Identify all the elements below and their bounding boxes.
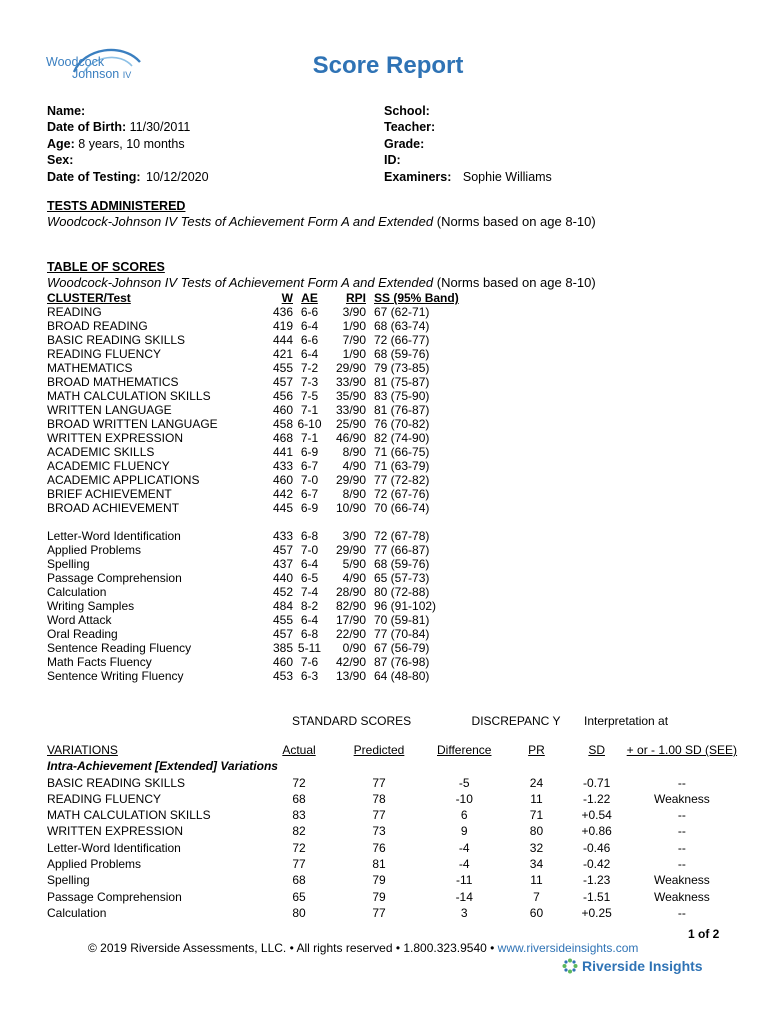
score-name: BASIC READING SKILLS <box>47 333 186 347</box>
variation-difference: -4 <box>458 840 470 855</box>
score-rpi: 46/90 <box>335 431 366 445</box>
info-label: Grade: <box>384 136 425 151</box>
logo-line1: Woodcock <box>46 55 105 69</box>
score-rpi: 25/90 <box>335 417 366 431</box>
variation-name: BASIC READING SKILLS <box>47 775 186 790</box>
score-ss: 81 (75-87) <box>374 375 430 389</box>
score-ss: 77 (70-84) <box>374 627 430 641</box>
variation-name: WRITTEN EXPRESSION <box>47 824 184 839</box>
score-rpi: 1/90 <box>342 347 366 361</box>
score-w: 436 <box>272 305 293 319</box>
score-w: 419 <box>272 319 293 333</box>
info-row <box>384 169 552 185</box>
score-rpi: 8/90 <box>342 487 366 501</box>
score-ae: 5-11 <box>297 641 322 655</box>
table-row <box>47 319 469 333</box>
variation-actual: 77 <box>292 857 306 872</box>
variation-name: Letter-Word Identification <box>47 840 181 855</box>
page-number: 1 of 2 <box>688 927 720 941</box>
score-name: BROAD READING <box>47 319 148 333</box>
score-ae: 6-9 <box>300 445 319 459</box>
table-row <box>47 459 469 473</box>
table-of-scores-heading: TABLE OF SCORES <box>47 260 165 274</box>
col-rpi: RPI <box>345 291 366 305</box>
variation-name: Spelling <box>47 873 90 888</box>
riverside-brand-text: Riverside Insights <box>582 958 703 974</box>
interpretation-group: Interpretation at <box>584 714 669 728</box>
score-w: 452 <box>272 585 293 599</box>
info-label: Sex: <box>47 153 74 168</box>
table-row <box>47 557 469 571</box>
table-row <box>47 613 469 627</box>
table-row <box>47 775 752 791</box>
variations-body <box>47 775 752 922</box>
score-ss: 72 (66-77) <box>374 333 430 347</box>
score-ae: 6-4 <box>300 347 319 361</box>
score-ae: 6-5 <box>300 571 319 585</box>
score-w: 421 <box>272 347 293 361</box>
variation-difference: -4 <box>458 857 470 872</box>
score-rpi: 10/90 <box>335 501 366 515</box>
variation-name: Calculation <box>47 905 107 920</box>
footer-website-link[interactable]: www.riversideinsights.com <box>497 941 639 955</box>
score-w: 455 <box>272 361 293 375</box>
info-value: 8 years, 10 months <box>78 136 185 151</box>
variation-interpretation: -- <box>677 775 686 790</box>
scores-table <box>47 291 469 683</box>
score-ae: 6-7 <box>300 487 319 501</box>
info-value: 11/30/2011 <box>129 120 191 135</box>
variation-name: Passage Comprehension <box>47 889 182 904</box>
info-label: School: <box>384 104 430 118</box>
variation-difference: -5 <box>458 775 470 790</box>
table-row <box>47 431 469 445</box>
score-ss: 68 (63-74) <box>374 319 430 333</box>
table-row <box>47 669 469 683</box>
score-ss: 76 (70-82) <box>374 417 430 431</box>
table-row <box>47 823 752 839</box>
variation-predicted: 73 <box>372 824 386 839</box>
footer-copyright-line <box>88 941 638 955</box>
variation-interpretation: -- <box>677 808 686 823</box>
info-row <box>384 152 552 168</box>
score-w: 444 <box>272 333 293 347</box>
variation-difference: -11 <box>456 873 473 888</box>
variation-difference: 9 <box>460 824 468 839</box>
score-ss: 80 (72-88) <box>374 585 430 599</box>
table-row <box>47 305 469 319</box>
table-row <box>47 347 469 361</box>
score-name: Spelling <box>47 557 90 571</box>
score-name: BROAD ACHIEVEMENT <box>47 501 180 515</box>
variations-subheading-row <box>47 758 752 774</box>
score-ae: 6-7 <box>300 459 319 473</box>
score-rpi: 5/90 <box>342 557 366 571</box>
col-w: W <box>281 291 293 305</box>
score-w: 455 <box>272 613 293 627</box>
info-row <box>47 169 209 185</box>
score-ss: 68 (59-76) <box>374 347 430 361</box>
variation-interpretation: -- <box>677 840 686 855</box>
variation-predicted: 78 <box>372 791 386 806</box>
score-ss: 72 (67-76) <box>374 487 430 501</box>
variation-actual: 80 <box>292 905 306 920</box>
info-row <box>47 136 209 152</box>
info-row <box>47 119 209 135</box>
variation-predicted: 79 <box>372 889 386 904</box>
variation-pr: 11 <box>530 791 543 806</box>
score-ae: 6-8 <box>300 627 319 641</box>
score-rpi: 13/90 <box>335 669 366 683</box>
variation-predicted: 77 <box>372 808 386 823</box>
score-w: 440 <box>272 571 293 585</box>
score-ae: 7-6 <box>300 655 319 669</box>
riverside-leaf-icon <box>562 958 578 974</box>
col-actual: Actual <box>282 743 316 757</box>
score-name: BROAD MATHEMATICS <box>47 375 179 389</box>
variation-sd: +0.86 <box>581 824 612 839</box>
variation-interpretation: Weakness <box>653 873 710 888</box>
score-w: 460 <box>272 655 293 669</box>
variation-interpretation: -- <box>677 824 686 839</box>
score-w: 456 <box>272 389 293 403</box>
score-name: Math Facts Fluency <box>47 655 152 669</box>
table-row <box>47 599 469 613</box>
score-ae: 7-0 <box>300 543 319 557</box>
variation-sd: -1.23 <box>582 873 611 888</box>
score-ss: 70 (59-81) <box>374 613 430 627</box>
score-rpi: 29/90 <box>335 361 366 375</box>
info-label: Name: <box>47 104 86 118</box>
variation-difference: 6 <box>460 808 468 823</box>
score-rpi: 29/90 <box>335 473 366 487</box>
table-row <box>47 571 469 585</box>
score-name: Letter-Word Identification <box>47 529 181 543</box>
score-ss: 70 (66-74) <box>374 501 430 515</box>
score-ae: 8-2 <box>300 599 319 613</box>
variation-sd: -0.42 <box>582 857 611 872</box>
variations-table <box>47 742 752 921</box>
logo-suffix: IV <box>122 70 132 80</box>
table-row <box>47 807 752 823</box>
score-name: ACADEMIC APPLICATIONS <box>47 473 200 487</box>
tests-administered-battery <box>47 214 596 229</box>
score-rpi: 7/90 <box>342 333 366 347</box>
variation-pr: 80 <box>529 824 544 839</box>
table-row <box>47 872 752 888</box>
score-name: Passage Comprehension <box>47 571 182 585</box>
table-row <box>47 641 469 655</box>
score-w: 460 <box>272 473 293 487</box>
score-ss: 82 (74-90) <box>374 431 430 445</box>
score-ss: 67 (56-79) <box>374 641 430 655</box>
score-ss: 71 (66-75) <box>374 445 430 459</box>
score-name: MATHEMATICS <box>47 361 133 375</box>
score-ss: 72 (67-78) <box>374 529 430 543</box>
score-ss: 77 (72-82) <box>374 473 430 487</box>
score-w: 484 <box>272 599 293 613</box>
score-name: Oral Reading <box>47 627 118 641</box>
score-rpi: 35/90 <box>335 389 366 403</box>
table-row <box>47 585 469 599</box>
variation-sd: +0.54 <box>581 808 612 823</box>
variation-interpretation: -- <box>677 857 686 872</box>
clusters-body <box>47 305 469 515</box>
score-name: BRIEF ACHIEVEMENT <box>47 487 172 501</box>
info-value: Sophie Williams <box>462 169 552 184</box>
variation-sd: -0.46 <box>582 840 611 855</box>
info-label: Age: <box>47 136 75 151</box>
info-label: Examiners: <box>384 169 452 184</box>
table-row <box>47 543 469 557</box>
table-row <box>47 529 469 543</box>
info-row <box>384 136 552 152</box>
table-row <box>47 375 469 389</box>
col-pr: PR <box>528 743 545 757</box>
score-ae: 7-1 <box>300 431 319 445</box>
variations-header-row <box>47 742 752 758</box>
score-rpi: 3/90 <box>342 305 366 319</box>
info-row <box>47 103 209 119</box>
score-name: BROAD WRITTEN LANGUAGE <box>47 417 218 431</box>
tests-administered-heading: TESTS ADMINISTERED <box>47 199 186 213</box>
variation-pr: 11 <box>530 873 543 888</box>
score-rpi: 4/90 <box>342 571 366 585</box>
table-row <box>47 445 469 459</box>
logo-line2: Johnson <box>72 67 120 81</box>
score-w: 437 <box>272 557 293 571</box>
score-w: 442 <box>272 487 293 501</box>
table-row <box>47 840 752 856</box>
variation-name: Applied Problems <box>47 857 142 872</box>
variation-actual: 82 <box>292 824 306 839</box>
col-variations: VARIATIONS <box>47 743 118 757</box>
score-ae: 6-8 <box>300 529 319 543</box>
table-row <box>47 889 752 905</box>
variation-actual: 83 <box>292 808 306 823</box>
variation-actual: 72 <box>292 775 306 790</box>
col-cluster-test: CLUSTER/Test <box>47 291 131 305</box>
score-name: Applied Problems <box>47 543 142 557</box>
score-ae: 6-6 <box>300 333 319 347</box>
score-w: 441 <box>272 445 293 459</box>
table-row <box>47 333 469 347</box>
score-rpi: 4/90 <box>342 459 366 473</box>
variation-interpretation: Weakness <box>653 889 710 904</box>
variation-predicted: 77 <box>372 905 386 920</box>
table-of-scores-battery <box>47 275 596 290</box>
col-interpretation: + or - 1.00 SD (SEE) <box>626 743 738 757</box>
score-w: 457 <box>272 543 293 557</box>
score-name: ACADEMIC FLUENCY <box>47 459 170 473</box>
table-row <box>47 403 469 417</box>
variation-pr: 34 <box>529 857 544 872</box>
variation-actual: 68 <box>292 873 306 888</box>
score-name: READING <box>47 305 102 319</box>
score-ss: 83 (75-90) <box>374 389 430 403</box>
variation-name: MATH CALCULATION SKILLS <box>47 808 211 823</box>
score-ae: 6-4 <box>300 319 319 333</box>
score-rpi: 29/90 <box>335 543 366 557</box>
score-ss: 65 (57-73) <box>374 571 430 585</box>
student-info <box>47 103 209 185</box>
table-row <box>47 361 469 375</box>
score-rpi: 22/90 <box>335 627 366 641</box>
variation-difference: -10 <box>455 791 473 806</box>
table-row <box>47 487 469 501</box>
variation-predicted: 76 <box>372 840 386 855</box>
score-name: Word Attack <box>47 613 112 627</box>
col-ae: AE <box>301 291 318 305</box>
score-ae: 7-5 <box>300 389 319 403</box>
score-w: 453 <box>272 669 293 683</box>
score-ae: 6-10 <box>297 417 322 431</box>
variation-difference: -14 <box>455 889 473 904</box>
discrepancy-group: DISCREPANC Y <box>471 714 561 728</box>
score-ae: 6-3 <box>300 669 319 683</box>
score-name: WRITTEN EXPRESSION <box>47 431 184 445</box>
score-rpi: 42/90 <box>335 655 366 669</box>
tests-body <box>47 529 469 683</box>
score-rpi: 3/90 <box>342 529 366 543</box>
score-ae: 7-1 <box>300 403 319 417</box>
score-name: WRITTEN LANGUAGE <box>47 403 172 417</box>
info-row <box>384 103 552 119</box>
col-predicted: Predicted <box>353 743 405 757</box>
school-info <box>384 103 552 185</box>
table-row <box>47 473 469 487</box>
info-value: 10/12/2020 <box>146 169 209 184</box>
variation-pr: 71 <box>529 808 544 823</box>
table-row <box>47 655 469 669</box>
variation-sd: -1.51 <box>582 889 611 904</box>
score-rpi: 33/90 <box>335 403 366 417</box>
info-row <box>384 119 552 135</box>
variation-interpretation: -- <box>677 905 686 920</box>
col-ss: SS (95% Band) <box>374 291 459 305</box>
score-ss: 71 (63-79) <box>374 459 430 473</box>
variation-actual: 68 <box>292 791 306 806</box>
scores-header-row <box>47 291 469 305</box>
score-w: 460 <box>272 403 293 417</box>
variation-sd: -0.71 <box>582 775 611 790</box>
score-ss: 68 (59-76) <box>374 557 430 571</box>
score-rpi: 1/90 <box>342 319 366 333</box>
score-ss: 96 (91-102) <box>374 599 437 613</box>
table-row <box>47 856 752 872</box>
standard-scores-group: STANDARD SCORES <box>292 714 412 728</box>
score-name: ACADEMIC SKILLS <box>47 445 155 459</box>
variation-pr: 7 <box>533 889 540 904</box>
score-ss: 67 (62-71) <box>374 305 430 319</box>
variation-pr: 32 <box>529 840 544 855</box>
table-row <box>47 905 752 921</box>
variations-subheading: Intra-Achievement [Extended] Variations <box>47 759 278 774</box>
variation-actual: 72 <box>292 840 306 855</box>
table-row <box>47 791 752 807</box>
score-ae: 6-4 <box>300 613 319 627</box>
page-title: Score Report <box>312 52 464 79</box>
score-name: MATH CALCULATION SKILLS <box>47 389 211 403</box>
score-ae: 6-6 <box>300 305 319 319</box>
variation-difference: 3 <box>460 905 468 920</box>
info-label: Date of Testing: <box>47 169 141 184</box>
table-row <box>47 389 469 403</box>
norms-note: (Norms based on age 8-10) <box>436 214 596 229</box>
score-ae: 6-9 <box>300 501 319 515</box>
score-rpi: 33/90 <box>335 375 366 389</box>
scores-battery-name: Woodcock-Johnson IV Tests of Achievement Form A and Extended <box>47 275 434 290</box>
score-ae: 7-4 <box>300 585 319 599</box>
score-name: Sentence Writing Fluency <box>47 669 184 683</box>
riverside-insights-logo <box>562 958 703 974</box>
table-row <box>47 501 469 515</box>
score-w: 445 <box>272 501 293 515</box>
variation-pr: 24 <box>529 775 544 790</box>
score-rpi: 8/90 <box>342 445 366 459</box>
col-sd: SD <box>588 743 605 757</box>
variation-predicted: 79 <box>372 873 386 888</box>
col-difference: Difference <box>437 743 492 757</box>
score-ae: 7-2 <box>300 361 319 375</box>
footer-copyright: © 2019 Riverside Assessments, LLC. • All rights reserved • 1.800.323.9540 • <box>88 941 498 955</box>
score-ss: 87 (76-98) <box>374 655 430 669</box>
score-rpi: 0/90 <box>342 641 366 655</box>
battery-name: Woodcock-Johnson IV Tests of Achievement Form A and Extended <box>47 214 434 229</box>
variation-actual: 65 <box>292 889 306 904</box>
score-ae: 6-4 <box>300 557 319 571</box>
variation-name: READING FLUENCY <box>47 791 162 806</box>
score-ss: 79 (73-85) <box>374 361 430 375</box>
variation-predicted: 77 <box>372 775 386 790</box>
score-ss: 64 (48-80) <box>374 669 430 683</box>
variation-sd: -1.22 <box>582 791 611 806</box>
info-row <box>47 152 209 168</box>
score-name: Sentence Reading Fluency <box>47 641 192 655</box>
info-label: ID: <box>384 153 401 168</box>
score-rpi: 82/90 <box>335 599 366 613</box>
score-w: 457 <box>272 627 293 641</box>
score-w: 458 <box>272 417 293 431</box>
variation-sd: +0.25 <box>581 905 612 920</box>
score-rpi: 28/90 <box>335 585 366 599</box>
score-name: READING FLUENCY <box>47 347 162 361</box>
score-w: 433 <box>272 459 293 473</box>
score-w: 433 <box>272 529 293 543</box>
score-rpi: 17/90 <box>335 613 366 627</box>
score-ae: 7-0 <box>300 473 319 487</box>
score-w: 457 <box>272 375 293 389</box>
score-w: 385 <box>272 641 293 655</box>
score-ae: 7-3 <box>300 375 319 389</box>
table-row <box>47 627 469 641</box>
score-name: Calculation <box>47 585 107 599</box>
score-ss: 77 (66-87) <box>374 543 430 557</box>
info-label: Teacher: <box>384 120 436 135</box>
scores-norms-note: (Norms based on age 8-10) <box>436 275 596 290</box>
info-label: Date of Birth: <box>47 120 127 135</box>
score-ss: 81 (76-87) <box>374 403 430 417</box>
table-row <box>47 417 469 431</box>
variation-interpretation: Weakness <box>653 791 710 806</box>
variation-pr: 60 <box>529 905 544 920</box>
variation-predicted: 81 <box>372 857 386 872</box>
score-w: 468 <box>272 431 293 445</box>
score-name: Writing Samples <box>47 599 135 613</box>
